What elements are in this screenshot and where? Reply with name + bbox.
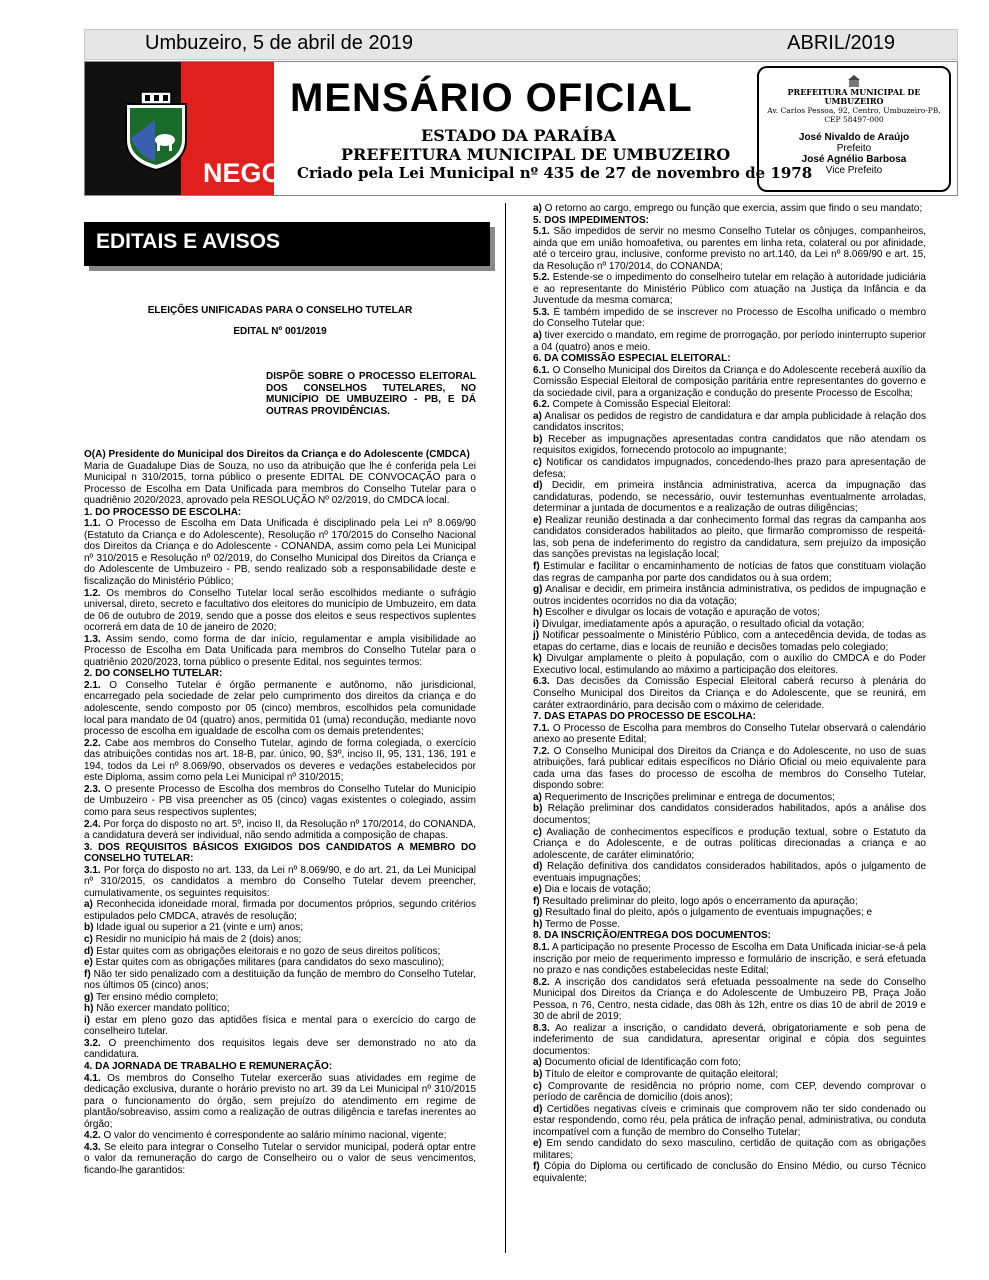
section-banner bbox=[84, 222, 490, 266]
paragraph: i) Divulgar, imediatamente após a apuração, o resultado oficial da votação; bbox=[533, 618, 865, 630]
paragraph: 5. DOS IMPEDIMENTOS: bbox=[533, 214, 649, 226]
prefecture-box bbox=[757, 66, 951, 192]
prefecture-address: Av. Carlos Pessoa, 92, Centro, Umbuzeiro-PB, CEP 58497-000 bbox=[767, 106, 941, 124]
paragraph: e) Em sendo candidato do sexo masculino, certidão de quitação com as obrigações militares; bbox=[533, 1138, 926, 1161]
creation-law-subtitle: Criado pela Lei Municipal nº 435 de 27 de novembro de 1978 bbox=[297, 164, 813, 182]
paragraph: i) estar em pleno gozo das aptidões física e mental para o exercício do cargo de conselheiro tutelar. bbox=[84, 1014, 476, 1038]
paragraph: 4.2. O valor do vencimento é correspondente ao salário mínimo nacional, vigente; bbox=[84, 1130, 447, 1142]
issue-date: Umbuzeiro, 5 de abril de 2019 bbox=[145, 32, 413, 54]
right-column bbox=[533, 203, 926, 1184]
paragraph: 6.1. O Conselho Municipal dos Direitos da Criança e do Adolescente receberá auxílio da Comissão Especial Eleitoral de composição paritária entre representantes do governo e da sociedade civil, para a organização e condução do presente Processo de Escolha; bbox=[533, 364, 926, 399]
paragraph: g) Resultado final do pleito, após o julgamento de eventuais impugnações; e bbox=[533, 907, 873, 919]
paragraph: 1.2. Os membros do Conselho Tutelar local serão escolhidos mediante o sufrágio universal, direto, secreto e facultativo dos eleitores do município de Umbuzeiro, em data de 06 de outubro de 2019, sendo que a posse dos eleitos e seus respectivos suplentes ocorrerá em data de 10 de janeiro de 2020; bbox=[84, 587, 476, 634]
prefecture-subtitle: PREFEITURA MUNICIPAL DE UMBUZEIRO bbox=[341, 145, 731, 164]
paragraph: 3.1. Por força do disposto no art. 133, da Lei nº 8.069/90, e do art. 21, da Lei Municipal nº 310/2015, os candidatos a membro do Conselho Tutelar devem preencher, cumulativamente, os seguintes requisitos: bbox=[84, 864, 476, 899]
paragraph: Maria de Guadalupe Dias de Souza, no uso da atribuição que lhe é conferida pela Lei Municipal n 310/2015, torna público o presente EDITAL DE CONVOCAÇÃO para o Processo de Escolha em Data Unificada para membros do Conselho Tutelar para o quadriênio 2020/2023, aprovado pela RESOLUÇÃO Nº 02/2019, do CMDCA local. bbox=[84, 460, 476, 507]
paragraph: 4.3. Se eleito para integrar o Conselho Tutelar o servidor municipal, poderá optar entre o valor da remuneração do cargo de Conselheiro ou o valor de seus vencimentos, ficando-lhe garantidos: bbox=[84, 1141, 476, 1176]
column-divider bbox=[505, 203, 506, 1253]
paragraph: k) Divulgar amplamente o pleito à população, com o auxílio do CMDCA e do Poder Executivo local, estimulando ao máximo a participação dos eleitores. bbox=[533, 653, 926, 676]
paragraph: h) Termo de Posse. bbox=[533, 918, 621, 930]
paragraph: h) Escolher e divulgar os locais de votação e apuração de votos; bbox=[533, 607, 820, 619]
issue-month: ABRIL/2019 bbox=[787, 32, 895, 54]
building-icon bbox=[847, 74, 861, 88]
masthead bbox=[84, 61, 958, 196]
paragraph: e) Estar quites com as obrigações militares (para candidatos do sexo masculino); bbox=[84, 957, 445, 969]
nego-flag-word: NEGO bbox=[203, 158, 283, 188]
paragraph: c) Avaliação de conhecimentos específicos e produção textual, sobre o Estatuto da Criança e do Adolescente, e de outras políticas direcionadas a criança e ao adolescente, de caráter eliminatório; bbox=[533, 826, 926, 861]
paragraph: 2.2. Cabe aos membros do Conselho Tutelar, agindo de forma colegiada, o exercício das atribuições contidas nos art. 18-B, par. único, 90, §3º, inciso II, 95, 131, 136, 191 e 194, todos da Lei nº 8.069/90, observados os deveres e vedações estabelecidos por este Diploma, assim como pela Lei Municipal nº 310/2015; bbox=[84, 737, 476, 784]
paragraph: 5.3. É também impedido de se inscrever no Processo de Escolha unificado o membro do Conselho Tutelar que: bbox=[533, 306, 926, 330]
paragraph: 2.4. Por força do disposto no art. 5º, inciso II, da Resolução nº 170/2014, do CONANDA, a candidatura deverá ser individual, não sendo admitida a composição de chapas. bbox=[84, 818, 476, 842]
paragraph: c) Residir no município há mais de 2 (dois) anos; bbox=[84, 933, 302, 945]
paragraph: a) Reconhecida idoneidade moral, firmada por documentos próprios, segundo critérios estipulados pelo CMDCA, através de resolução; bbox=[84, 899, 476, 922]
paragraph: 1.3. Assim sendo, como forma de dar início, regulamentar e ampla visibilidade ao Processo de Escolha em Data Unificada para membros do Conselho Tutelar para o quatriênio 2020/2023, torna público o presente Edital, nos seguintes termos: bbox=[84, 633, 476, 668]
paragraph: b) Idade igual ou superior a 21 (vinte e um) anos; bbox=[84, 922, 304, 934]
paragraph: 6. DA COMISSÃO ESPECIAL ELEITORAL: bbox=[533, 353, 731, 365]
newspaper-title: MENSÁRIO OFICIAL bbox=[290, 76, 693, 120]
vice-mayor-role: Vice Prefeito bbox=[825, 165, 883, 176]
paragraph: 1.1. O Processo de Escolha em Data Unificada é disciplinado pela Lei nº 8.069/90 (Estatuto da Criança e do Adolescente), Resolução nº 170/2015 do Conselho Nacional dos Direitos da Criança e do Adolescente - CONANDA, assim como pela Lei Municipal nº 310/2015 e Resolução nº 02/2019, do Conselho Municipal dos Direitos da Criança e do Adolescente de Umbuzeiro - PB, sendo realizado sob a responsabilidade deste e fiscalização do Ministério Público; bbox=[84, 518, 476, 588]
paragraph: c) Comprovante de residência no próprio nome, com CEP, devendo comprovar o período de carência de domicílio (dois anos); bbox=[533, 1080, 926, 1104]
paragraph: g) Analisar e decidir, em primeira instância administrativa, os pedidos de impugnação e outros incidentes ocorridos no dia da votação; bbox=[533, 584, 926, 607]
mayor-name: José Nivaldo de Araújo bbox=[798, 132, 910, 143]
paragraph: 7. DAS ETAPAS DO PROCESSO DE ESCOLHA: bbox=[533, 711, 756, 723]
paragraph: 6.2. Compete à Comissão Especial Eleitoral: bbox=[533, 399, 731, 411]
paragraph: 8. DA INSCRIÇÃO/ENTREGA DOS DOCUMENTOS: bbox=[533, 930, 771, 942]
left-column bbox=[84, 449, 476, 1176]
paragraph: d) Relação definitiva dos candidatos considerados habilitados, após o julgamento de eventuais impugnações; bbox=[533, 861, 926, 884]
paragraph: 5.1. São impedidos de servir no mesmo Conselho Tutelar os cônjuges, companheiros, ainda que em união homoafetiva, ou parentes em linha reta, colateral ou por afinidade, até o terceiro grau, inclusive, conforme previsto no art.140, da Lei nº 8.069/90 e art. 15, da Resolução nº 170/2014, do CONANDA; bbox=[533, 226, 926, 272]
paragraph: 6.3. Das decisões da Comissão Especial Eleitoral caberá recurso à plenária do Conselho Municipal dos Direitos da Criança e do Adolescente, que se reunirá, em caráter extraordinário, para decisão com o máximo de celeridade. bbox=[533, 676, 926, 711]
paragraph: 3.2. O preenchimento dos requisitos legais deve ser demonstrado no ato da candidatura. bbox=[84, 1037, 476, 1061]
paragraph: 4.1. Os membros do Conselho Tutelar exercerão suas atividades em regime de dedicação exclusiva, durante o horário previsto no art. 39 da Lei Municipal nº 310/2015 para o funcionamento do órgão, sem prejuízo do atendimento em regime de plantão/sobreaviso, assim como a realização de outras diligência e tarefas inerentes ao órgão; bbox=[84, 1072, 476, 1130]
paragraph: 3. DOS REQUISITOS BÁSICOS EXIGIDOS DOS CANDIDATOS A MEMBRO DO CONSELHO TUTELAR: bbox=[84, 841, 476, 865]
paragraph: 8.2. A inscrição dos candidatos será efetuada pessoalmente na sede do Conselho Municipal dos Direitos da Criança e do Adolescente de Umbuzeiro PB, Praça João Pessoa, n 76, Centro, nesta cidade, das 08h às 12h, entre os dias 10 de abril de 2019 e 30 de abril de 2019; bbox=[533, 976, 926, 1023]
paragraph: 2.1. O Conselho Tutelar é órgão permanente e autônomo, não jurisdicional, encarregado pela sociedade de zelar pelo cumprimento dos direitos da criança e do adolescente, sendo composto por 05 (cinco) membros, escolhidos pela comunidade local para mandato de 04 (quatro) anos, permitida 01 (uma) recondução, mediante novo processo de escolha em igualdade de escolha com os demais pretendentes; bbox=[84, 679, 476, 738]
paragraph: b) Receber as impugnações apresentadas contra candidatos que não atendam os requisitos exigidos, fornecendo protocolo ao impugnante; bbox=[533, 433, 926, 457]
paragraph: j) Notificar pessoalmente o Ministério Público, com a antecedência devida, de todas as etapas do certame, dias e locais de reunião e decisões tomadas pelo colegiado; bbox=[533, 630, 926, 653]
prefecture-box-title: PREFEITURA MUNICIPAL DE UMBUZEIRO bbox=[787, 87, 921, 106]
paragraph: b) Relação preliminar dos candidatos considerados habilitados, após a análise dos documentos; bbox=[533, 803, 926, 826]
mayor-role: Prefeito bbox=[836, 143, 872, 154]
paragraph: a) tiver exercido o mandato, em regime de prorrogação, por período ininterrupto superior a 04 (quatro) anos e meio. bbox=[533, 330, 926, 353]
paragraph: 2. DO CONSELHO TUTELAR: bbox=[84, 668, 223, 680]
paragraph: 5.2. Estende-se o impedimento do conselheiro tutelar em relação à autoridade judiciária e ao representante do Ministério Público com atuação na Justiça da Infância e da Juventude da mesma comarca; bbox=[533, 272, 926, 307]
edital-summary: DISPÕE SOBRE O PROCESSO ELEITORAL DOS CONSELHOS TUTELARES, NO MUNICÍPIO DE UMBUZEIRO - PB, E DÁ OUTRAS PROVIDÊNCIAS. bbox=[266, 371, 476, 417]
paragraph: c) Notificar os candidatos impugnados, concedendo-lhes prazo para apresentação de defesa; bbox=[533, 457, 926, 480]
paragraph: d) Estar quites com as obrigações eleitorais e no gozo de seus direitos políticos; bbox=[84, 945, 441, 957]
paragraph: 4. DA JORNADA DE TRABALHO E REMUNERAÇÃO: bbox=[84, 1060, 333, 1072]
edital-number: EDITAL Nº 001/2019 bbox=[233, 326, 327, 337]
paragraph: O(A) Presidente do Municipal dos Direitos da Criança e do Adolescente (CMDCA) bbox=[84, 449, 470, 460]
paragraph: 2.3. O presente Processo de Escolha dos membros do Conselho Tutelar do Município de Umbuzeiro - PB visa preencher as 05 (cinco) vagas existentes o colegiado, assim como para seus respectivos suplentes; bbox=[84, 783, 476, 818]
paragraph: a) Requerimento de Inscrições preliminar e entrega de documentos; bbox=[533, 791, 835, 803]
paragraph: a) Analisar os pedidos de registro de candidatura e dar ampla publicidade à relação dos candidatos inscritos; bbox=[533, 410, 926, 434]
paragraph: e) Dia e locais de votação; bbox=[533, 884, 651, 896]
municipal-crest-icon bbox=[121, 90, 191, 172]
paragraph: 7.2. O Conselho Municipal dos Direitos da Criança e do Adolescente, no uso de suas atribuições, fará publicar editais específicos no Diário Oficial ou meio equivalente para cada uma das fases do processo de escolha de membros do Conselho Tutelar, dispondo sobre: bbox=[533, 745, 926, 792]
paragraph: 7.1. O Processo de Escolha para membros do Conselho Tutelar observará o calendário anexo ao presente Edital; bbox=[533, 722, 926, 746]
top-date-bar bbox=[84, 29, 958, 60]
section-title: EDITAIS E AVISOS bbox=[96, 230, 280, 253]
paragraph: f) Cópia do Diploma ou certificado de conclusão do Ensino Médio, ou curso Técnico equivalente; bbox=[533, 1161, 926, 1184]
paragraph: f) Estimular e facilitar o encaminhamento de notícias de fatos que constituam violação das regras de campanha por parte dos candidatos ou à sua ordem; bbox=[533, 560, 926, 584]
paragraph: a) Documento oficial de Identificação com foto; bbox=[533, 1057, 741, 1069]
paragraph: 1. DO PROCESSO DE ESCOLHA: bbox=[84, 506, 242, 518]
paragraph: 8.3. Ao realizar a inscrição, o candidato deverá, obrigatoriamente e sob pena de indeferimento de sua candidatura, apresentar original e cópia dos seguintes documentos: bbox=[533, 1022, 926, 1057]
paragraph: d) Certidões negativas cíveis e criminais que comprovem não ter sido condenado ou estar respondendo, como réu, pela prática de infração penal, administrativa, ou conduta incompatível com a função de membro do Conselho Tutelar; bbox=[533, 1103, 926, 1138]
vice-mayor-name: José Agnélio Barbosa bbox=[801, 154, 907, 165]
paragraph: d) Decidir, em primeira instância administrativa, acerca da impugnação das candidaturas, podendo, se necessário, ouvir testemunhas eventualmente arroladas, determinar a juntada de documentos e a realização de outras diligências; bbox=[533, 480, 926, 515]
paragraph: b) Título de eleitor e comprovante de quitação eleitoral; bbox=[533, 1069, 778, 1081]
paragraph: 8.1. A participação no presente Processo de Escolha em Data Unificada iniciar-se-á pela inscrição por meio de requerimento impresso e formulário de inscrição, e será efetuada no prazo e nas condições estabelecidas neste Edital; bbox=[533, 942, 926, 977]
paragraph: a) O retorno ao cargo, emprego ou função que exercia, assim que findo o seu mandato; bbox=[533, 203, 923, 214]
paragraph: h) Não exercer mandato político; bbox=[84, 1003, 230, 1015]
paragraph: e) Realizar reunião destinada a dar conhecimento formal das regras da campanha aos candidatos considerados habilitados ao pleito, que firmarão compromisso de respeitá-las, sob pena de indeferimento do registro da candidatura, sem prejuízo da imposição das sanções previstas na legislação local; bbox=[533, 514, 926, 561]
paragraph: f) Resultado preliminar do pleito, logo após o encerramento da apuração; bbox=[533, 895, 858, 907]
paragraph: g) Ter ensino médio completo; bbox=[84, 991, 219, 1003]
edital-heading: ELEIÇÕES UNIFICADAS PARA O CONSELHO TUTELAR bbox=[147, 305, 413, 316]
paragraph: f) Não ter sido penalizado com a destituição da função de membro do Conselho Tutelar, nos últimos 05 (cinco) anos; bbox=[84, 968, 476, 992]
state-subtitle: ESTADO DA PARAÍBA bbox=[421, 126, 616, 145]
